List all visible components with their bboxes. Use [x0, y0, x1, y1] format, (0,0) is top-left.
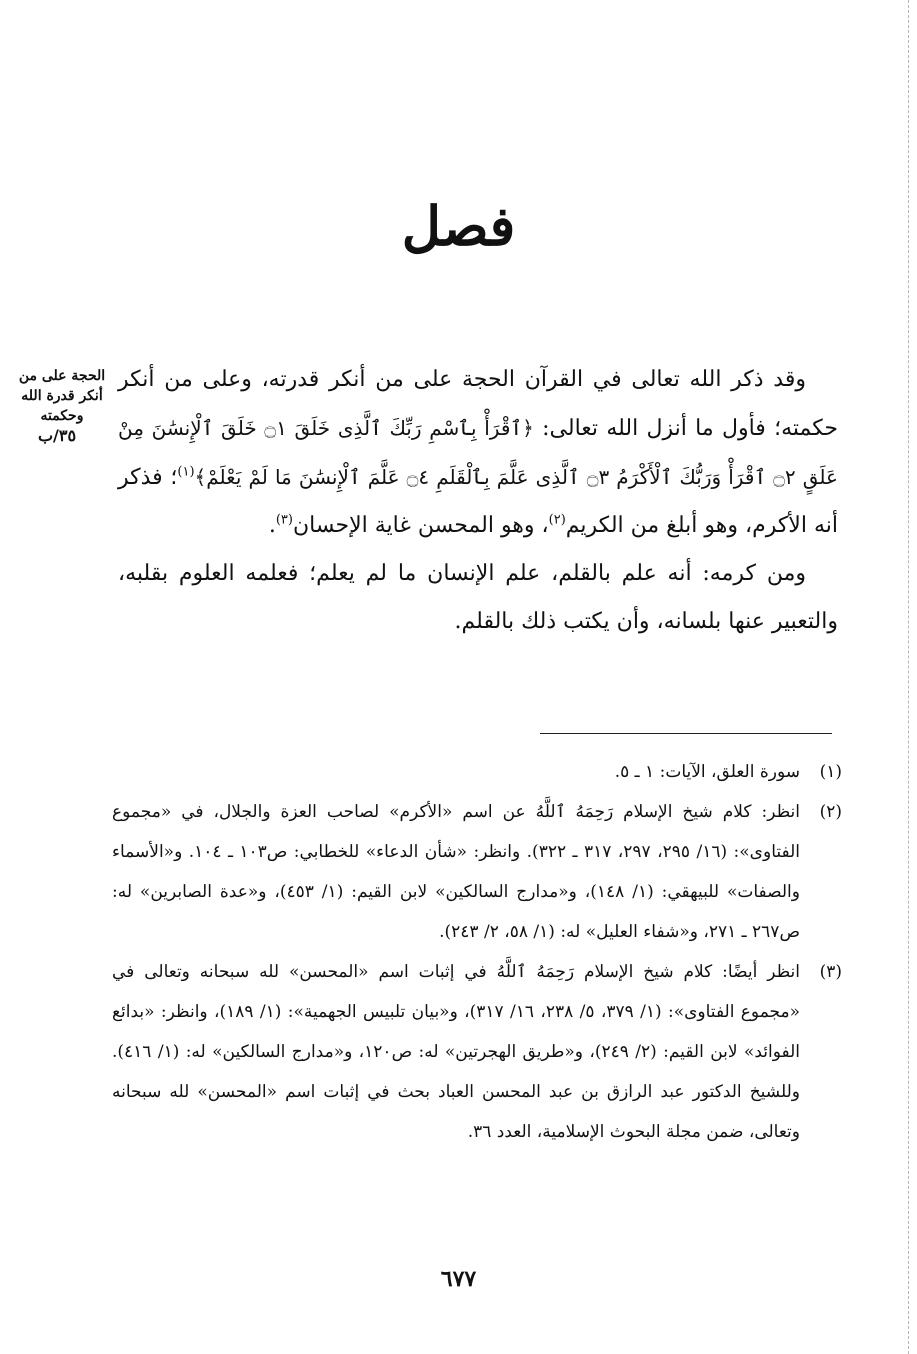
footnote-ref-1: (١) [177, 464, 195, 480]
page-number: ٦٧٧ [440, 1266, 477, 1292]
chapter-title: فصل [401, 194, 516, 258]
footnote-separator [540, 733, 832, 734]
footnote-2 [112, 792, 842, 952]
paragraph-1-part-3: ، وهو المحسن غاية الإحسان [292, 513, 549, 538]
footnote-text: سورة العلق، الآيات: ١ ـ ٥. [614, 762, 800, 782]
margin-note: الحجة على من أنكر قدرة الله وحكمته [18, 368, 106, 424]
main-text [118, 356, 838, 646]
paragraph-1-part-4: . [268, 513, 276, 538]
footnote-number: (٢) [819, 802, 842, 822]
footnote-text: انظر أيضًا: كلام شيخ الإسلام رَحِمَهُ ٱللَّهُ في إثبات اسم «المحسن» لله سبحانه وتعالى في «مجموع الفتاوى»: (١/ ٣٧٩، ٥/ ٢٣٨، ١٦/ ٣١٧)، و«بيان تلبيس الجهمية»: (١/ ١٨٩)، وانظر: «بدائع الفوائد» لابن القيم: (٢/ ٢٤٩)، و«طريق الهجرتين» له: ص١٢٠، و«مدارج السالكين» له: (١/ ٤١٦). وللشيخ الدكتور عبد الرازق بن عبد المحسن العباد بحث في إثبات اسم «المحسن» لله سبحانه وتعالى، ضمن مجلة البحوث الإسلامية، العدد ٣٦. [112, 962, 801, 1142]
footnote-1 [112, 752, 842, 792]
paragraph-1 [118, 356, 838, 550]
footnote-number: (٣) [819, 962, 842, 982]
footnote-ref-3: (٣) [275, 512, 293, 528]
manuscript-folio-ref: ٣٥/ب [37, 426, 77, 445]
footnote-text: انظر: كلام شيخ الإسلام رَحِمَهُ ٱللَّهُ عن اسم «الأكرم» لصاحب العزة والجلال، في «مجموع الفتاوى»: (١٦/ ٢٩٥، ٢٩٧، ٣١٧ ـ ٣٢٢). وانظر: «شأن الدعاء» للخطابي: ص١٠٣ ـ ١٠٤. و«الأسماء والصفات» للبيهقي: (١/ ١٤٨)، و«مدارج السالكين» لابن القيم: (١/ ٤٥٣)، و«عدة الصابرين» له: ص٢٦٧ ـ ٢٧١، و«شفاء العليل» له: (١/ ٥٨، ٢/ ٢٤٣). [112, 802, 801, 942]
paragraph-1-part-1: وقد ذكر الله تعالى في القرآن الحجة على من أنكر قدرته، وعلى من أنكر حكمته؛ فأول ما أنزل الله تعالى: [118, 367, 838, 441]
footnote-number: (١) [819, 762, 842, 782]
paragraph-2: ومن كرمه: أنه علم بالقلم، علم الإنسان ما لم يعلم؛ فعلمه العلوم بقلبه، والتعبير عنها بلسانه، وأن يكتب ذلك بالقلم. [118, 561, 838, 634]
footnote-ref-2: (٢) [548, 512, 566, 528]
footnote-3 [112, 952, 842, 1152]
paragraph-1-part-2: ؛ فذكر أنه الأكرم، وهو أبلغ من الكريم [118, 465, 838, 538]
footnotes [112, 752, 842, 1152]
quran-verse: ﴿ٱقْرَأْ بِٱسْمِ رَبِّكَ ٱلَّذِى خَلَقَ ۝١ خَلَقَ ٱلْإِنسَٰنَ مِنْ عَلَقٍ ۝٢ ٱقْرَأْ وَرَبُّكَ ٱلْأَكْرَمُ ۝٣ ٱلَّذِى عَلَّمَ بِٱلْقَلَمِ ۝٤ عَلَّمَ ٱلْإِنسَٰنَ مَا لَمْ يَعْلَمْ﴾ [118, 416, 838, 489]
